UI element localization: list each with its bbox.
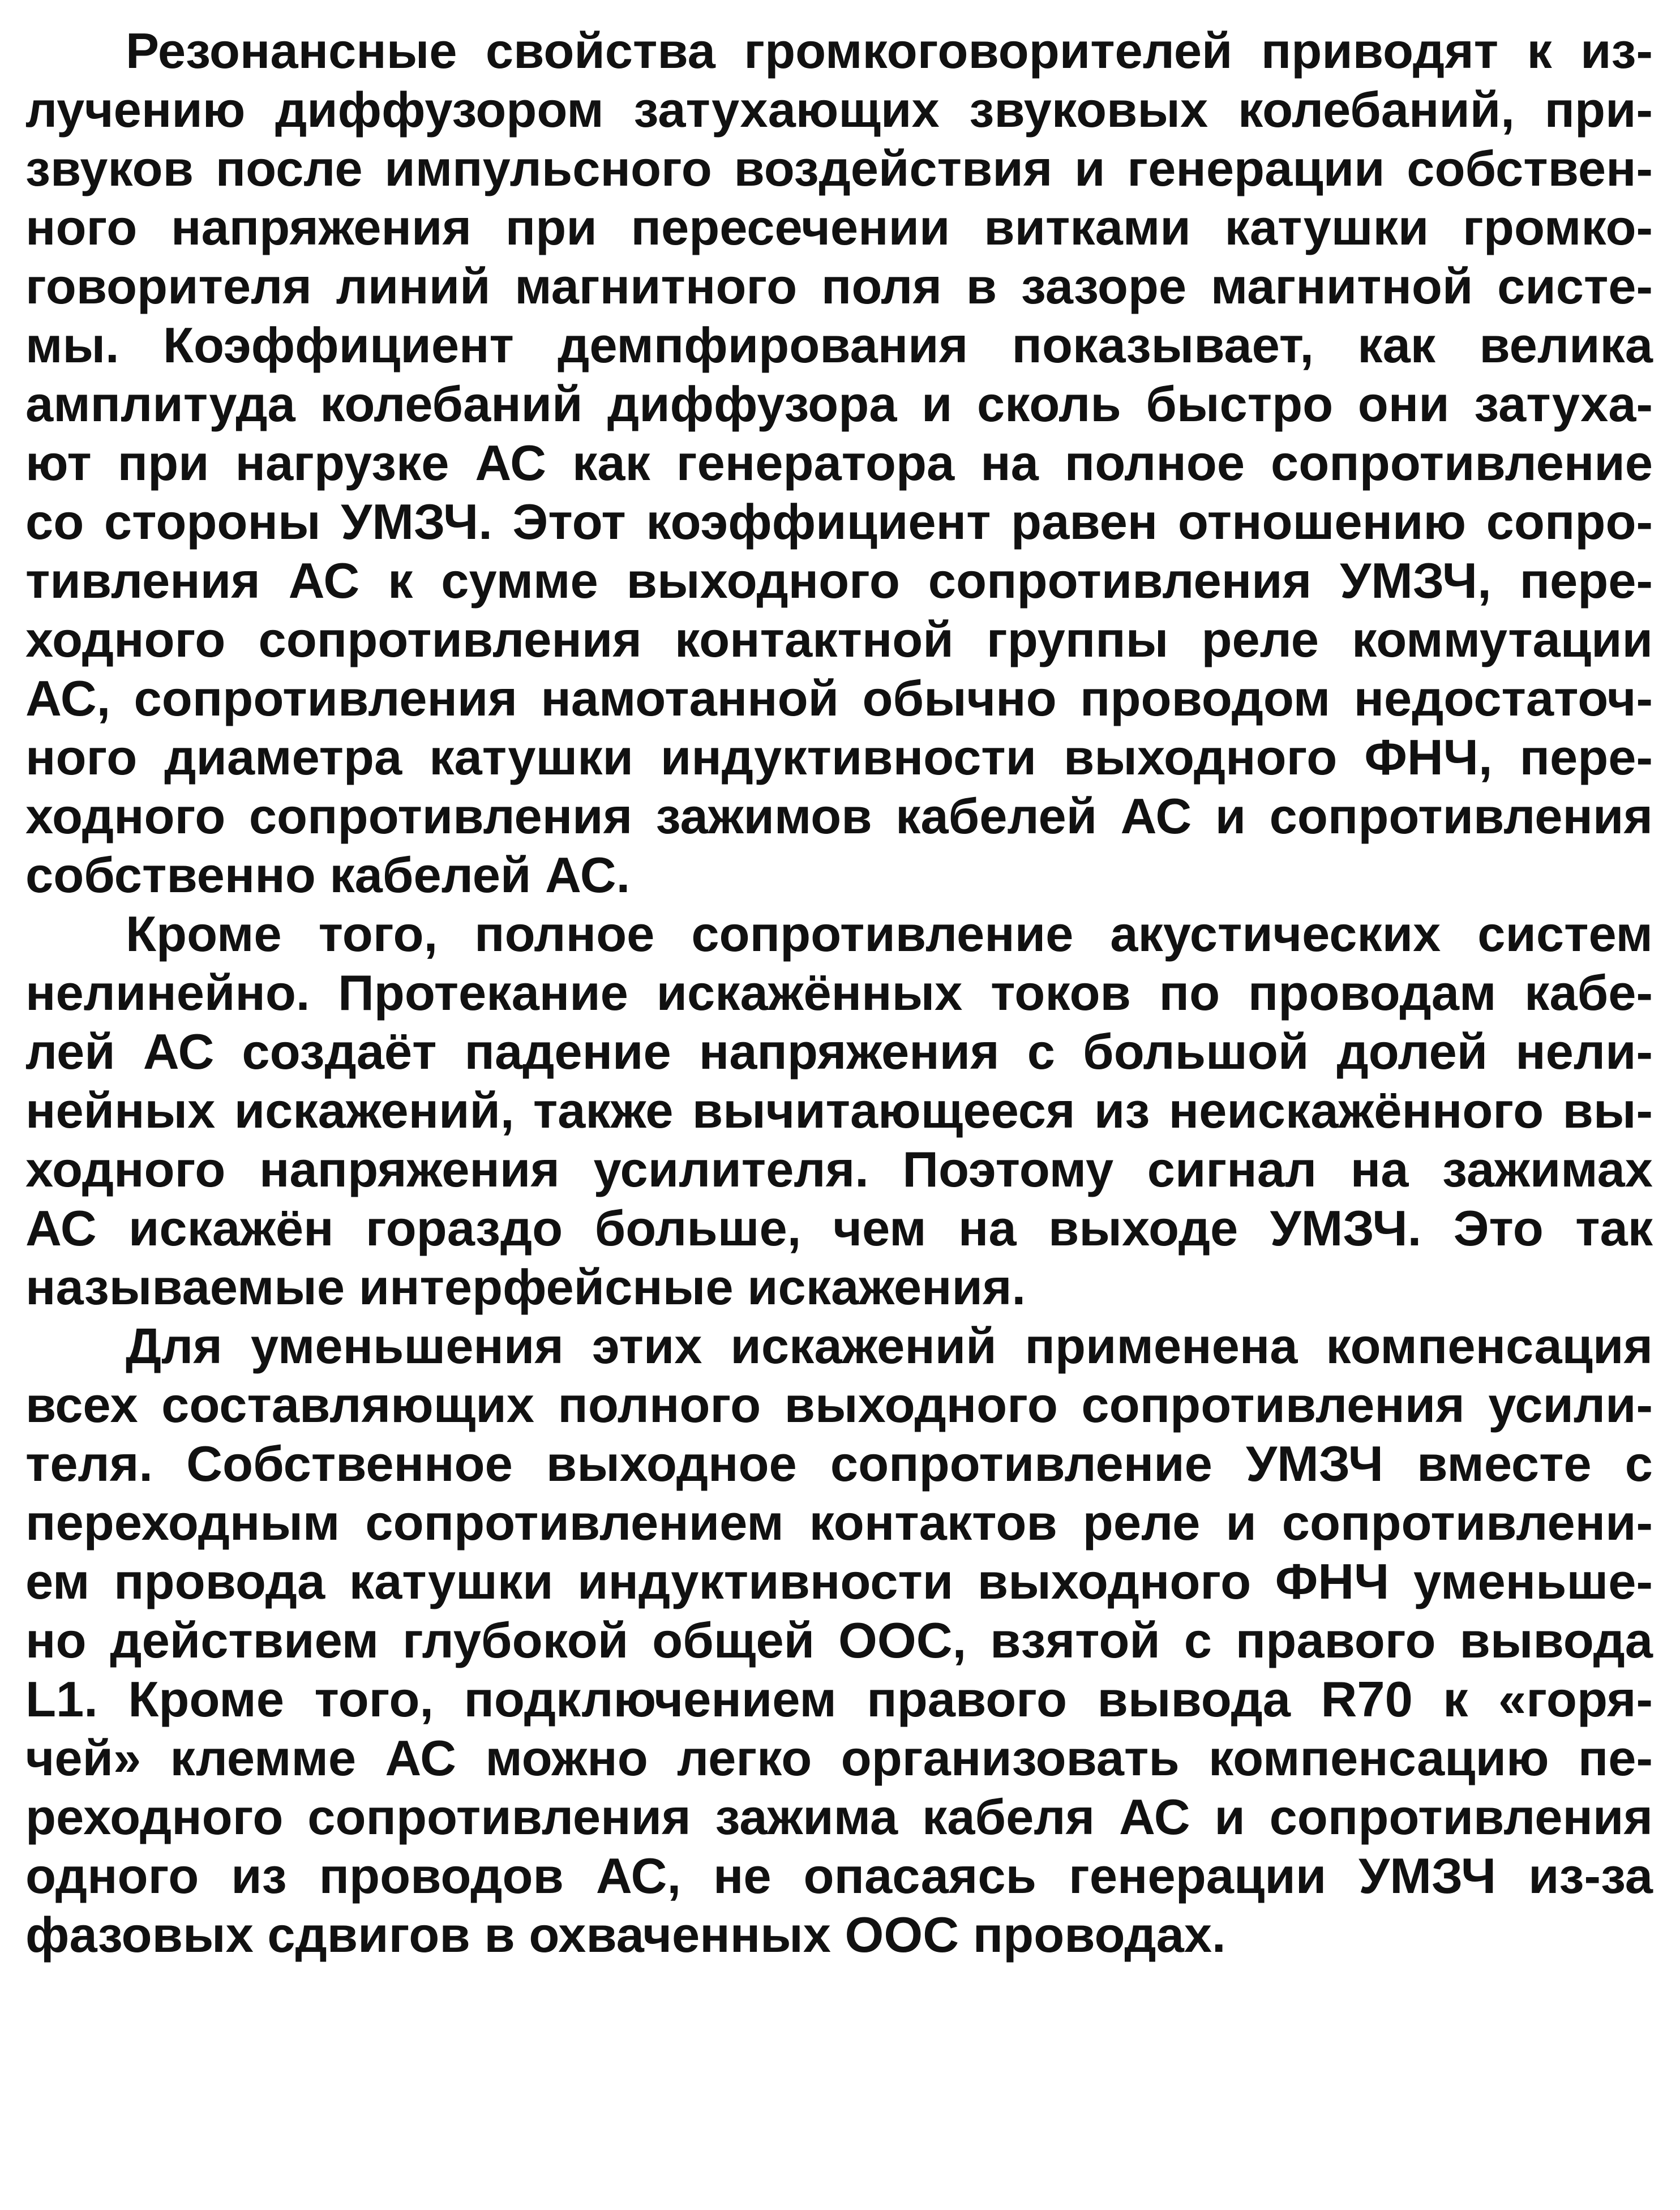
paragraph-1-line-15: собственно кабелей АС. [25,847,631,903]
paragraph-1-line-9: со стороны УМЗЧ. Этот коэффициент равен отношению сопро- [25,494,1653,550]
paragraph-1-line-4: ного напряжения при пересечении витками катушки громко- [25,199,1653,255]
paragraph-1-line-13: ного диаметра катушки индуктивности выходного ФНЧ, пере- [25,729,1653,785]
paragraph-3-line-11: фазовых сдвигов в охваченных ООС проводах. [25,1907,1226,1963]
paragraph-3-line-7: L1. Кроме того, подключением правого вывода R70 к «горя- [25,1671,1653,1727]
paragraph-3-line-9: реходного сопротивления зажима кабеля АС и сопротивления [25,1789,1653,1845]
paragraph-2-line-2: нелинейно. Протекание искажённых токов по проводам кабе- [25,965,1653,1021]
paragraph-1-line-11: ходного сопротивления контактной группы реле коммутации [25,611,1653,667]
paragraph-1-line-14: ходного сопротивления зажимов кабелей АС и сопротивления [25,788,1653,844]
paragraph-3-line-2: всех составляющих полного выходного сопротивления усили- [25,1377,1653,1433]
paragraph-3-line-3: теля. Собственное выходное сопротивление УМЗЧ вместе с [25,1436,1653,1492]
paragraph-1-line-3: звуков после импульсного воздействия и генерации собствен- [25,140,1653,196]
paragraph-2-line-1: Кроме того, полное сопротивление акустических систем [126,906,1653,962]
paragraph-1-line-8: ют при нагрузке АС как генератора на полное сопротивление [25,435,1653,491]
paragraph-3-line-5: ем провода катушки индуктивности выходного ФНЧ уменьше- [25,1553,1653,1609]
paragraph-3-line-6: но действием глубокой общей ООС, взятой с правого вывода [25,1612,1653,1668]
paragraph-1-line-6: мы. Коэффициент демпфирования показывает, как велика [25,317,1653,373]
paragraph-1-line-2: лучению диффузором затухающих звуковых колебаний, при- [25,82,1653,138]
paragraph-2-line-6: АС искажён гораздо больше, чем на выходе УМЗЧ. Это так [25,1200,1653,1256]
paragraph-1-line-12: АС, сопротивления намотанной обычно проводом недостаточ- [25,670,1653,726]
paragraph-2-line-5: ходного напряжения усилителя. Поэтому сигнал на зажимах [25,1141,1653,1197]
paragraph-3-line-1: Для уменьшения этих искажений применена компенсация [126,1318,1653,1374]
paragraph-1-line-1: Резонансные свойства громкоговорителей приводят к из- [126,23,1653,79]
paragraph-3-line-8: чей» клемме АС можно легко организовать компенсацию пе- [25,1730,1653,1786]
paragraph-2-line-3: лей АС создаёт падение напряжения с большой долей нели- [25,1023,1653,1080]
paragraph-3-line-10: одного из проводов АС, не опасаясь генерации УМЗЧ из-за [25,1848,1653,1904]
paragraph-2-line-4: нейных искажений, также вычитающееся из неискажённого вы- [25,1082,1653,1138]
paragraph-2-line-7: называемые интерфейсные искажения. [25,1259,1026,1315]
paragraph-3-line-4: переходным сопротивлением контактов реле и сопротивлени- [25,1494,1653,1551]
paragraph-1-line-10: тивления АС к сумме выходного сопротивления УМЗЧ, пере- [25,552,1653,609]
paragraph-1-line-5: говорителя линий магнитного поля в зазоре магнитной систе- [25,258,1653,314]
paragraph-1-line-7: амплитуда колебаний диффузора и сколь быстро они затуха- [25,376,1653,432]
